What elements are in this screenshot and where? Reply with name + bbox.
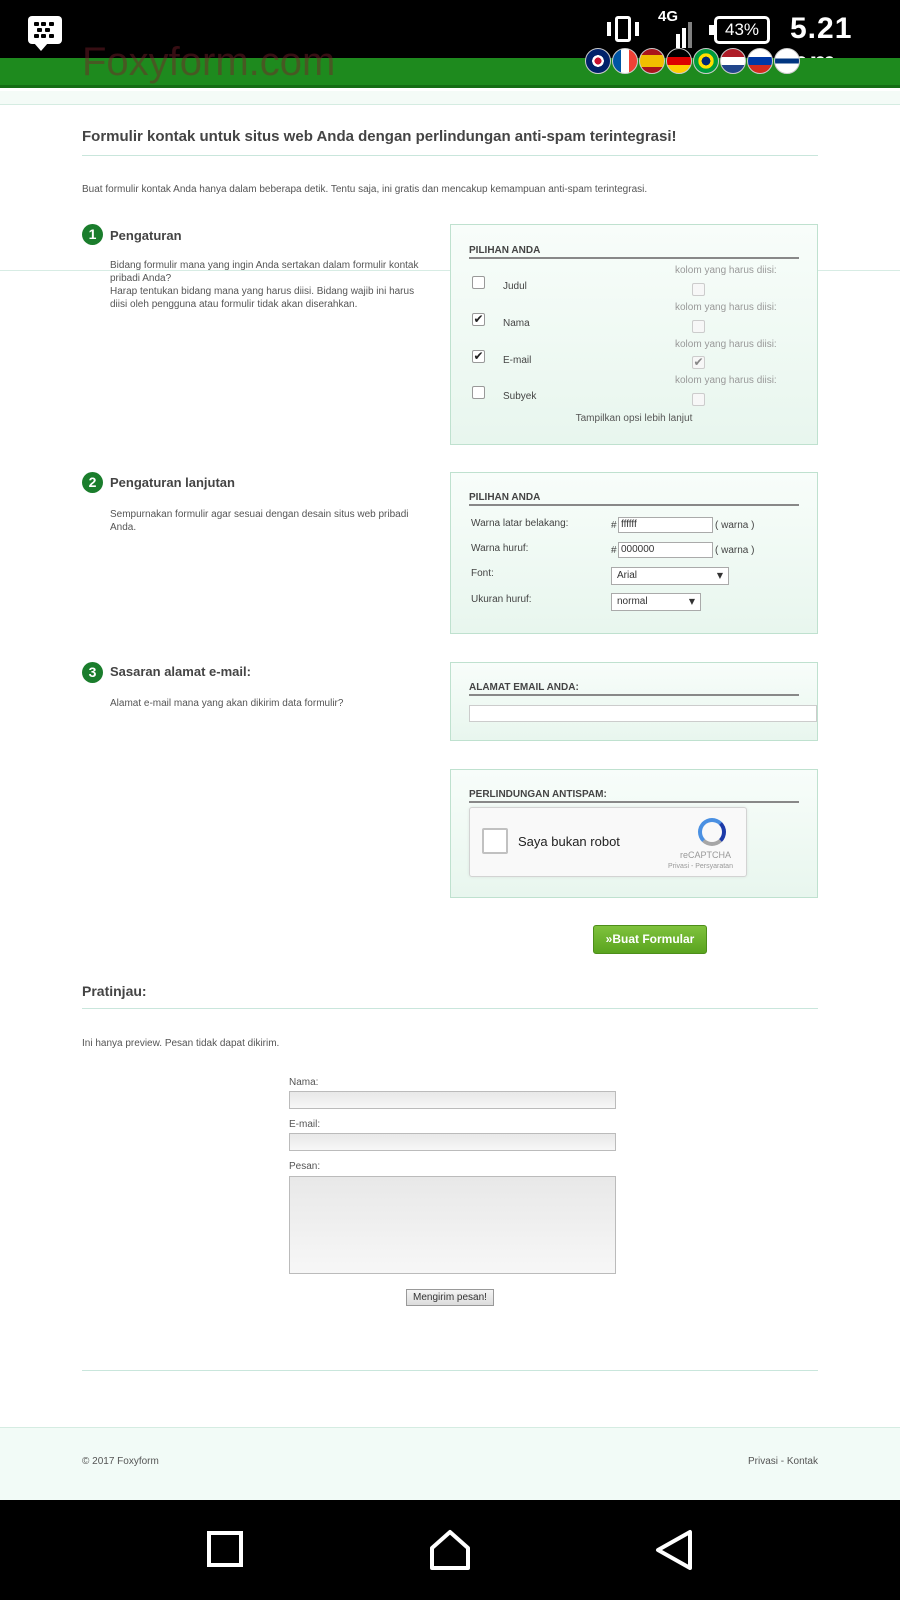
- preview-title: Pratinjau:: [82, 983, 147, 999]
- font-size-select-value: normal: [617, 596, 648, 607]
- back-icon[interactable]: [652, 1528, 696, 1572]
- copyright: © 2017 Foxyform: [82, 1456, 159, 1467]
- panel-title: PERLINDUNGAN ANTISPAM:: [469, 789, 799, 803]
- flag-finnish-icon[interactable]: [774, 48, 800, 74]
- step-3-desc: Alamat e-mail mana yang akan dikirim data formulir?: [110, 698, 344, 709]
- preview-name-label: Nama:: [289, 1077, 319, 1088]
- divider: [82, 1008, 818, 1009]
- field-nama-checkbox[interactable]: ✔: [473, 312, 484, 326]
- preview-email-input[interactable]: [289, 1133, 616, 1151]
- subyek-required-checkbox[interactable]: [692, 393, 705, 406]
- preview-message-label: Pesan:: [289, 1161, 321, 1172]
- site-footer: [0, 1427, 900, 1500]
- antispam-panel: [450, 769, 818, 898]
- footer-links[interactable]: Privasi - Kontak: [747, 1456, 818, 1467]
- dropdown-arrow-icon: ▼: [716, 571, 723, 580]
- divider: [82, 1370, 818, 1371]
- page-title: Formulir kontak untuk situs web Anda dengan perlindungan anti-spam terintegrasi!: [82, 128, 677, 145]
- font-select-value: Arial: [617, 570, 638, 581]
- field-nama-label: Nama: [503, 318, 530, 329]
- font-size-label: Ukuran huruf:: [471, 594, 532, 605]
- flag-russian-icon[interactable]: [747, 48, 773, 74]
- email-required-checkbox[interactable]: ✔: [693, 355, 704, 369]
- field-judul-label: Judul: [503, 281, 527, 292]
- color-hint: ( warna ): [715, 520, 755, 531]
- step-1-badge: 1: [82, 224, 103, 245]
- email-panel: [450, 662, 818, 741]
- recaptcha-logo-icon: [698, 818, 726, 846]
- target-email-input[interactable]: [469, 705, 817, 722]
- recaptcha-checkbox[interactable]: [482, 828, 508, 854]
- bbm-icon: [28, 16, 62, 44]
- dropdown-arrow-icon: ▼: [688, 597, 695, 606]
- field-judul-checkbox[interactable]: [472, 276, 485, 289]
- step-3-title: Sasaran alamat e-mail:: [110, 664, 251, 679]
- flag-english-icon[interactable]: [585, 48, 611, 74]
- step-1-desc-line1: Bidang formulir mana yang ingin Anda sertakan dalam formulir kontak pribadi Anda?: [110, 260, 419, 284]
- battery-icon: [714, 16, 770, 44]
- preview-send-button[interactable]: Mengirim pesan!: [406, 1289, 494, 1306]
- preview-message-textarea[interactable]: [289, 1176, 616, 1274]
- panel-title: PILIHAN ANDA: [469, 245, 799, 259]
- signal-icon: [656, 8, 696, 48]
- step-1-title: Pengaturan: [110, 228, 182, 243]
- field-email-label: E-mail: [503, 355, 532, 366]
- step-1-desc: [110, 259, 420, 311]
- required-label: kolom yang harus diisi:: [675, 302, 777, 313]
- flag-dutch-icon[interactable]: [720, 48, 746, 74]
- flag-brazil-icon[interactable]: [693, 48, 719, 74]
- vibrate-icon: [606, 14, 640, 44]
- fields-panel: [450, 224, 818, 445]
- step-2-badge: 2: [82, 472, 103, 493]
- android-nav-bar: [0, 1500, 900, 1600]
- panel-title: ALAMAT EMAIL ANDA:: [469, 682, 799, 696]
- bg-color-input[interactable]: ffffff: [618, 517, 713, 533]
- step-2-title: Pengaturan lanjutan: [110, 475, 235, 490]
- more-options-link[interactable]: Tampilkan opsi lebih lanjut: [575, 413, 693, 424]
- site-header: [0, 40, 900, 88]
- font-color-input[interactable]: 000000: [618, 542, 713, 558]
- step-1-desc-line2: Harap tentukan bidang mana yang harus diisi. Bidang wajib ini harus diisi oleh pengguna atau formulir tidak akan diserahkan.: [110, 286, 415, 310]
- create-form-button[interactable]: »Buat Formular: [593, 925, 707, 954]
- step-2-desc: Sempurnakan formulir agar sesuai dengan desain situs web pribadi Anda.: [110, 509, 409, 533]
- bg-color-label: Warna latar belakang:: [471, 518, 569, 529]
- header-stripe: [0, 91, 900, 105]
- recaptcha-label: Saya bukan robot: [518, 834, 620, 849]
- hash-symbol: #: [611, 545, 617, 556]
- hash-symbol: #: [611, 520, 617, 531]
- preview-email-label: E-mail:: [289, 1119, 321, 1130]
- nama-required-checkbox[interactable]: [692, 320, 705, 333]
- clock: 5.21: [790, 12, 853, 45]
- field-email-checkbox[interactable]: ✔: [473, 349, 484, 363]
- panel-title: PILIHAN ANDA: [469, 492, 799, 506]
- recaptcha-widget: [469, 807, 747, 877]
- color-hint: ( warna ): [715, 545, 755, 556]
- font-color-label: Warna huruf:: [471, 543, 529, 554]
- field-subyek-label: Subyek: [503, 391, 537, 402]
- flag-german-icon[interactable]: [666, 48, 692, 74]
- network-type: 4G: [658, 8, 679, 25]
- preview-name-input[interactable]: [289, 1091, 616, 1109]
- field-subyek-checkbox[interactable]: [472, 386, 485, 399]
- recent-apps-icon[interactable]: [207, 1531, 243, 1567]
- font-select[interactable]: [611, 567, 729, 585]
- advanced-panel: [450, 472, 818, 634]
- step-3-badge: 3: [82, 662, 103, 683]
- divider: [82, 155, 818, 156]
- home-icon[interactable]: [428, 1528, 472, 1572]
- required-label: kolom yang harus diisi:: [675, 339, 777, 350]
- intro-text: Buat formulir kontak Anda hanya dalam beberapa detik. Tentu saja, ini gratis dan mencakup kemampuan anti-spam terintegrasi.: [82, 184, 648, 195]
- recaptcha-brand: reCAPTCHA: [680, 850, 732, 860]
- font-size-select[interactable]: [611, 593, 701, 611]
- flag-french-icon[interactable]: [612, 48, 638, 74]
- font-label: Font:: [471, 568, 494, 579]
- judul-required-checkbox[interactable]: [692, 283, 705, 296]
- required-label: kolom yang harus diisi:: [675, 265, 777, 276]
- preview-note: Ini hanya preview. Pesan tidak dapat dikirim.: [82, 1038, 280, 1049]
- flag-spanish-icon[interactable]: [639, 48, 665, 74]
- site-logo[interactable]: Foxyform.com: [82, 40, 336, 84]
- battery-level: 43%: [724, 20, 760, 39]
- recaptcha-links[interactable]: Privasi - Persyaratan: [668, 863, 733, 870]
- required-label: kolom yang harus diisi:: [675, 375, 777, 386]
